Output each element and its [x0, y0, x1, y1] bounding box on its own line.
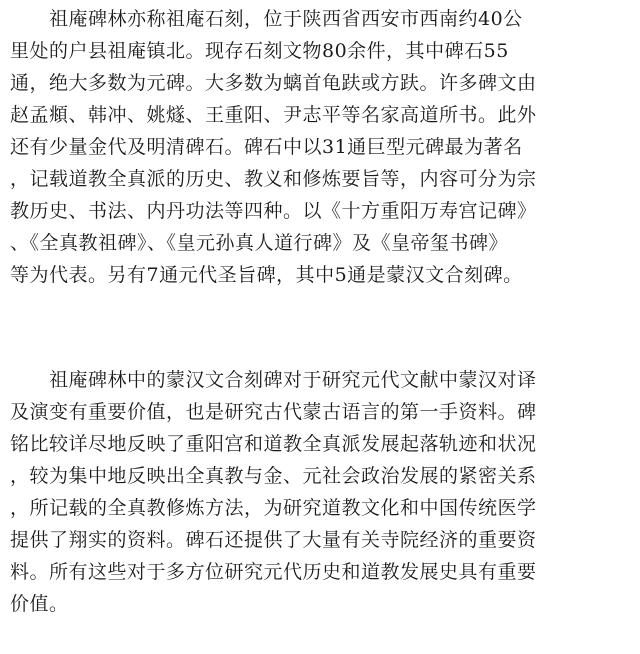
text-line: 教历史、书法、内丹功法等四种。以《十方重阳万寿宫记碑》	[10, 200, 537, 222]
text-line: 价值。	[10, 593, 69, 615]
text-line: 赵孟頫、韩冲、姚燧、王重阳、尹志平等名家高道所书。此外	[10, 104, 537, 126]
text-line: 祖庵碑林中的蒙汉文合刻碑对于研究元代文献中蒙汉对译	[10, 369, 537, 391]
text-line: 铭比较详尽地反映了重阳宫和道教全真派发展起落轨迹和状况	[10, 433, 537, 455]
text-line: ，所记载的全真教修炼方法，为研究道教文化和中国传统医学	[10, 497, 537, 519]
text-line: 提供了翔实的资料。碑石还提供了大量有关寺院经济的重要资	[10, 529, 537, 551]
text-line: 等为代表。另有7通元代圣旨碑，其中5通是蒙汉文合刻碑。	[10, 264, 523, 286]
text-line: 还有少量金代及明清碑石。碑石中以31通巨型元碑最为著名	[10, 136, 523, 158]
paragraph-2	[10, 364, 634, 620]
text-line: ，较为集中地反映出全真教与金、元社会政治发展的紧密关系	[10, 465, 537, 487]
text-line: 料。所有这些对于多方位研究元代历史和道教发展史具有重要	[10, 561, 537, 583]
text-line: 里处的户县祖庵镇北。现存石刻文物80余件，其中碑石55	[10, 40, 509, 62]
text-line: 通，绝大多数为元碑。大多数为螭首龟趺或方趺。许多碑文由	[10, 72, 537, 94]
paragraph-1	[10, 3, 634, 291]
text-line: ，记载道教全真派的历史、教义和修炼要旨等，内容可分为宗	[10, 168, 537, 190]
text-line: 祖庵碑林亦称祖庵石刻，位于陕西省西安市西南约40公	[10, 8, 523, 30]
text-line: 及演变有重要价值，也是研究古代蒙古语言的第一手资料。碑	[10, 401, 537, 423]
text-line: 、《全真教祖碑》、《皇元孙真人道行碑》及《皇帝玺书碑》	[10, 232, 509, 254]
